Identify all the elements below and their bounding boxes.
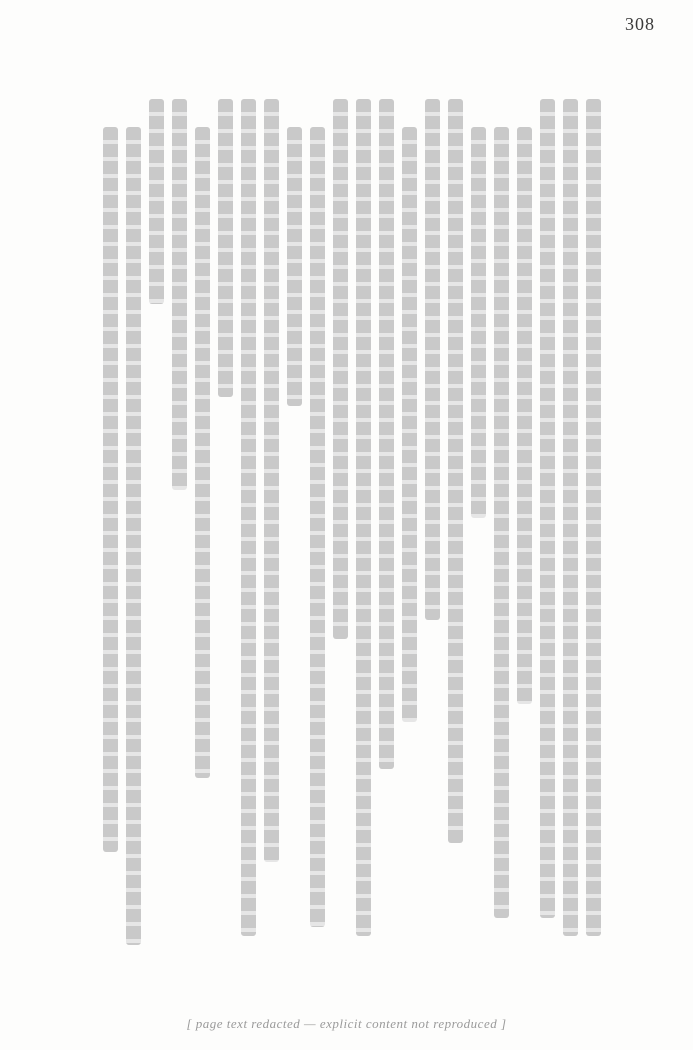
redacted-text-bar xyxy=(356,99,371,936)
text-column-redacted xyxy=(149,62,164,992)
text-column-redacted xyxy=(264,62,279,992)
vertical-text-area xyxy=(91,62,601,992)
redacted-text-bar xyxy=(517,127,532,704)
redacted-text-bar xyxy=(126,127,141,945)
text-column-redacted xyxy=(103,62,118,992)
text-column-redacted xyxy=(402,62,417,992)
redacted-text-bar xyxy=(494,127,509,918)
redacted-text-bar xyxy=(402,127,417,722)
text-column-redacted xyxy=(471,62,486,992)
text-column-redacted xyxy=(586,62,601,992)
text-column-redacted xyxy=(218,62,233,992)
redacted-text-bar xyxy=(287,127,302,406)
redacted-text-bar xyxy=(586,99,601,936)
text-column-redacted xyxy=(241,62,256,992)
redacted-text-bar xyxy=(333,99,348,638)
redacted-text-bar xyxy=(218,99,233,397)
redacted-text-bar xyxy=(149,99,164,304)
redacted-text-bar xyxy=(241,99,256,936)
text-column-redacted xyxy=(287,62,302,992)
text-column-redacted xyxy=(563,62,578,992)
text-column-redacted xyxy=(379,62,394,992)
text-column-redacted xyxy=(356,62,371,992)
text-column-redacted xyxy=(126,62,141,992)
redacted-text-bar xyxy=(195,127,210,778)
redacted-text-bar xyxy=(471,127,486,518)
redacted-text-bar xyxy=(264,99,279,862)
text-column-redacted xyxy=(448,62,463,992)
text-column-redacted xyxy=(425,62,440,992)
page-number: 308 xyxy=(625,14,655,34)
redacted-text-bar xyxy=(425,99,440,620)
redacted-text-bar xyxy=(379,99,394,769)
redacted-text-bar xyxy=(563,99,578,936)
text-column-redacted xyxy=(540,62,555,992)
redacted-text-bar xyxy=(448,99,463,843)
text-column-redacted xyxy=(172,62,187,992)
redacted-text-bar xyxy=(540,99,555,917)
redacted-text-bar xyxy=(103,127,118,852)
text-column-redacted xyxy=(310,62,325,992)
text-column-redacted xyxy=(195,62,210,992)
redaction-notice: [ page text redacted — explicit content not reproduced ] xyxy=(186,1016,507,1031)
text-column-redacted xyxy=(517,62,532,992)
redacted-text-bar xyxy=(172,99,187,490)
text-column-redacted xyxy=(333,62,348,992)
text-column-redacted xyxy=(494,62,509,992)
redacted-text-bar xyxy=(310,127,325,927)
